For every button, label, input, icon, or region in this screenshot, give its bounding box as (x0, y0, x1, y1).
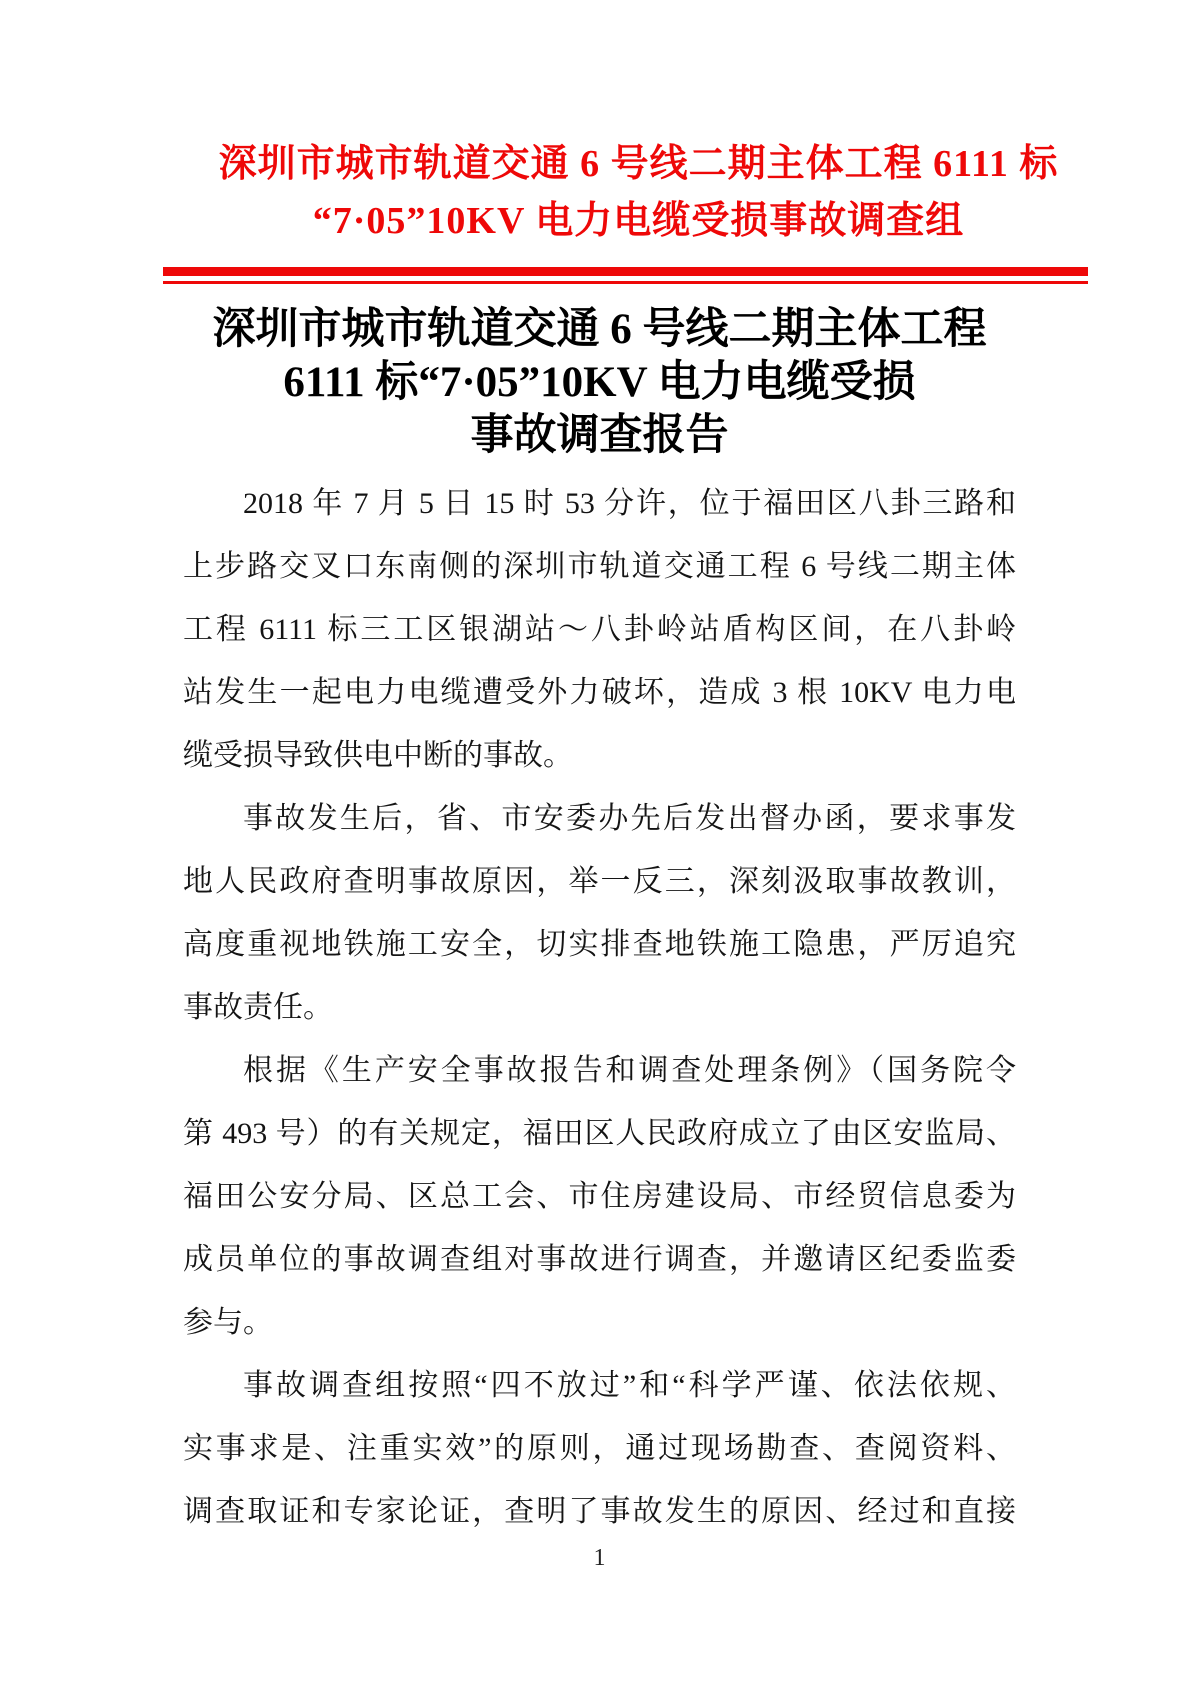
report-body (183, 472, 1016, 1543)
body-line: 高度重视地铁施工安全，切实排查地铁施工隐患，严厉追究 (183, 928, 1016, 961)
body-line: 上步路交叉口东南侧的深圳市轨道交通工程 6 号线二期主体 (183, 550, 1016, 583)
body-line: 根据《生产安全事故报告和调查处理条例》（国务院令 (243, 1054, 1016, 1087)
body-line: 地人民政府查明事故原因，举一反三，深刻汲取事故教训， (183, 865, 1016, 898)
body-line: 参与。 (183, 1306, 273, 1339)
body-line: 事故责任。 (183, 991, 333, 1024)
page-number: 1 (593, 1545, 606, 1571)
letterhead-line-1: 深圳市城市轨道交通 6 号线二期主体工程 6111 标 (218, 143, 1059, 185)
body-line: 站发生一起电力电缆遭受外力破坏，造成 3 根 10KV 电力电 (183, 676, 1016, 709)
body-line: 成员单位的事故调查组对事故进行调查，并邀请区纪委监委 (183, 1243, 1016, 1276)
letterhead-line-2: “7·05”10KV 电力电缆受损事故调查组 (312, 200, 965, 242)
report-title-line-2: 6111 标“7·05”10KV 电力电缆受损 (283, 359, 916, 406)
body-line: 实事求是、注重实效”的原则，通过现场勘查、查阅资料、 (183, 1432, 1016, 1465)
body-line: 事故调查组按照“四不放过”和“科学严谨、依法依规、 (243, 1369, 1016, 1402)
report-title-line-1: 深圳市城市轨道交通 6 号线二期主体工程 (212, 306, 987, 353)
body-line: 调查取证和专家论证，查明了事故发生的原因、经过和直接 (183, 1495, 1016, 1528)
body-line: 缆受损导致供电中断的事故。 (183, 739, 573, 772)
body-line: 福田公安分局、区总工会、市住房建设局、市经贸信息委为 (183, 1180, 1016, 1213)
report-title-line-3: 事故调查报告 (470, 412, 729, 459)
report-title (183, 303, 1016, 462)
letterhead-divider-thick (163, 267, 1088, 276)
letterhead-divider-thin (163, 281, 1088, 284)
body-line: 工程 6111 标三工区银湖站～八卦岭站盾构区间，在八卦岭 (183, 613, 1016, 646)
body-line: 2018 年 7 月 5 日 15 时 53 分许，位于福田区八卦三路和 (243, 487, 1016, 520)
body-line: 第 493 号）的有关规定，福田区人民政府成立了由区安监局、 (183, 1117, 1016, 1150)
body-line: 事故发生后，省、市安委办先后发出督办函，要求事发 (243, 802, 1016, 835)
letterhead (0, 136, 1199, 250)
